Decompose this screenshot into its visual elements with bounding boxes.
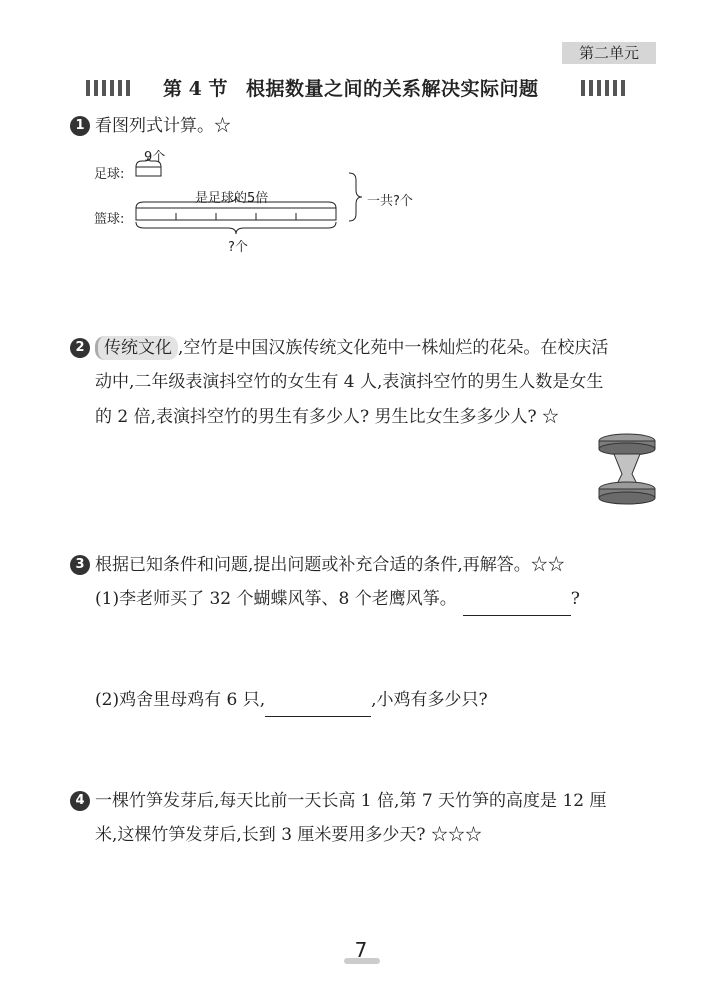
section-title: 根据数量之间的关系解决实际问题 [246,78,539,100]
question-2-line-1-text: ,空竹是中国汉族传统文化苑中一株灿烂的花朵。在校庆活 [178,338,609,358]
question-2-line-2: 动中,二年级表演抖空竹的女生有 4 人,表演抖空竹的男生人数是女生 [95,372,604,392]
section-number: 第 4 节 [163,78,228,100]
page-number: 7 [354,938,368,962]
question-3-number: 3 [70,555,90,575]
football-count-label: 9个 [144,150,166,165]
unit-tag: 第二单元 [562,42,656,64]
basketball-label: 篮球: [94,212,125,227]
total-label: 一共?个 [367,194,413,209]
times-label: 是足球的5倍 [195,191,269,206]
question-3-part-1-text: (1)李老师买了 32 个蝴蝶风筝、8 个老鹰风筝。 [95,589,457,609]
answer-blank-1[interactable] [463,593,571,616]
question-3-part-2-start: (2)鸡舍里母鸡有 6 只, [95,690,266,710]
diabolo-illustration [596,432,658,506]
line-segment-diagram [0,0,722,300]
football-label: 足球: [94,167,125,182]
traditional-culture-tag: 传统文化 [95,336,178,360]
answer-blank-2[interactable] [265,694,371,717]
basketball-brace [136,222,336,234]
question-1-text: 看图列式计算。☆ [95,116,231,136]
question-2-line-1 [95,331,608,365]
times-brace [136,196,336,208]
question-2-number: 2 [70,338,90,358]
question-4-number: 4 [70,791,90,811]
question-4-line-1: 一棵竹笋发芽后,每天比前一天长高 1 倍,第 7 天竹笋的高度是 12 厘 [95,791,607,811]
question-2-line-3: 的 2 倍,表演抖空竹的男生有多少人? 男生比女生多多少人? ☆ [95,407,560,427]
football-bar [136,167,161,176]
question-3-part-1 [95,582,580,616]
football-brace [136,158,161,167]
question-3-part-2-end: ,小鸡有多少只? [371,690,488,710]
question-3-part-2 [95,683,488,717]
question-3-text: 根据已知条件和问题,提出问题或补充合适的条件,再解答。☆☆ [95,555,565,575]
question-4-line-2: 米,这棵竹笋发芽后,长到 3 厘米要用多少天? ☆☆☆ [95,825,482,845]
basketball-unknown-label: ?个 [228,240,248,255]
basketball-bar [136,208,336,220]
question-1-number: 1 [70,116,90,136]
total-brace [349,173,362,221]
question-3-part-1-end: ? [570,589,580,609]
